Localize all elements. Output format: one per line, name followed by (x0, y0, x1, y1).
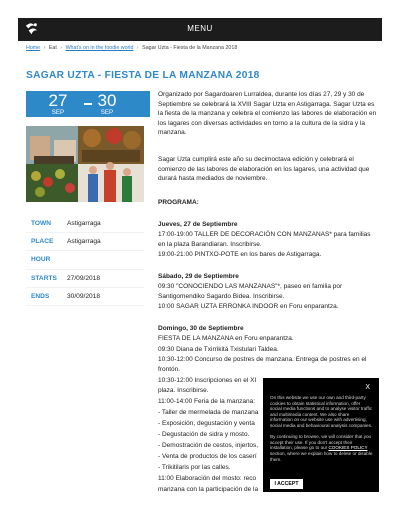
day2-heading: Sábado, 29 de Septiembre (158, 273, 239, 280)
breadcrumb-separator-icon: › (136, 45, 139, 51)
start-day: 27 (48, 91, 68, 110)
end-month: SEP (100, 108, 114, 116)
info-key: STARTS (31, 274, 57, 282)
day3-line: 11:00-14:00 Feria de la manzana: (158, 398, 256, 405)
day3-line: FIESTA DE LA MANZANA en Foru enparantza. (158, 335, 294, 342)
end-day: 30 (97, 91, 117, 110)
info-value: Astigarraga (67, 220, 101, 227)
cookies-policy-link[interactable]: COOKIES POLICY (328, 445, 368, 451)
day3-line: 10:30-12:00 Concurso de postres de manzana. Entrega de postres en el frontón. (158, 356, 367, 373)
page-title: SAGAR UZTA - FIESTA DE LA MANZANA 2018 (26, 70, 260, 81)
day2-line: 09:30 "CONOCIENDO LAS MANZANAS"*, paseo en familia por Santigomendiko Sagardo Bidea. Inscribirse. (158, 283, 343, 300)
start-month: SEP (51, 108, 65, 116)
day1-heading: Jueves, 27 de Septiembre (158, 221, 238, 228)
info-row-ends (26, 288, 144, 306)
intro-paragraph-1: Organizado por Sagardoaren Lurraldea, durante los días 27, 29 y 30 de Septiembre se celebrará la XVIII Sagar Uzta en Astigarraga. Sagar Uzta es la fiesta de la manzana y celebra el comienzo las labores de elaboración en los lagares con diversas actividades en torno a la cultura de la sidra y la manzana. (158, 91, 377, 136)
event-date-badge (26, 91, 150, 117)
info-value: 30/09/2018 (67, 292, 101, 300)
breadcrumb-separator-icon: › (60, 45, 63, 51)
cookie-text (270, 395, 373, 462)
day1-line: 17:00-19:00 TALLER DE DECORACIÓN CON MANZANAS* para familias en la plaza Barandiaran. Inscribirse. (158, 231, 371, 248)
breadcrumb-home-link[interactable]: Home (26, 45, 41, 51)
breadcrumb-eat[interactable]: Eat (48, 45, 57, 51)
close-icon[interactable]: X (365, 384, 370, 391)
day3-line: 10:30-12:00 Inscripciones en el XI (158, 377, 257, 384)
day3-line: manzana con la participación de la (158, 486, 259, 493)
breadcrumb-whats-on-link[interactable]: What's on in the foodie world (65, 45, 134, 51)
day3-heading: Domingo, 30 de Septiembre (158, 325, 244, 332)
info-row-town (26, 215, 144, 233)
event-photo[interactable] (26, 126, 144, 202)
program-heading: PROGRAMA: (158, 199, 199, 206)
day3-line: - Taller de mermelada de manzana (158, 409, 259, 416)
info-key: HOUR (31, 256, 51, 264)
info-key: TOWN (31, 220, 52, 227)
info-value: 27/09/2018 (67, 274, 101, 282)
breadcrumb-current: Sagar Uzta - Fiesta de la Manzana 2018 (142, 45, 238, 51)
info-key: PLACE (31, 238, 54, 246)
cookie-banner (263, 378, 379, 492)
menu-button[interactable]: MENU (187, 24, 213, 33)
day3-line: 11:00 Elaboración del mosto: reco (158, 475, 257, 482)
intro-paragraph-2: Sagar Uzta cumplirá este año su decimoctava edición y celebrará el comienzo de las labores de elaboración en los lagares, una actividad que durará hasta mediados de noviembre. (158, 156, 370, 182)
day3-line: - Trikitilaris por las calles. (158, 464, 231, 471)
breadcrumb-separator-icon: › (43, 45, 46, 51)
day3-line: plaza. Inscribirse. (158, 387, 209, 394)
breadcrumb (26, 45, 237, 51)
info-key: ENDS (31, 292, 50, 300)
info-row-place (26, 233, 144, 251)
accept-cookies-button[interactable]: I ACCEPT (270, 479, 303, 489)
cookie-text-2a: By continuing to browse, we will consider that you accept their use. If you don't accept their installation, please go to our (270, 434, 372, 451)
info-row-starts (26, 270, 144, 288)
info-value: Astigarraga (67, 238, 101, 246)
cookie-text-2b: section, where we explain how to delete or disable them. (270, 450, 373, 462)
day3-line: - Venta de productos de los caserí (158, 453, 257, 460)
day2-line: 10:00 SAGAR UZTA ERRONKA INDOOR en Foru enparantza. (158, 303, 339, 310)
info-row-hour (26, 251, 144, 269)
day3-line: - Degustación de sidra y mosto. (158, 431, 250, 438)
event-info-table (26, 215, 144, 306)
day1-line: 19:00-21:00 PINTXO-POTE en los bares de Astigarraga. (158, 251, 322, 258)
cookie-text-1: On this website we use our own and third-party cookies to obtain statistical information, offer social media functions and to analyse visitor traffic and multimedia content. We also share information on our website use with advertising, social media and behavioural analysis companies. (270, 395, 373, 428)
day3-line: 09:30 Diana de Txirrikitá Txistulari Taldea. (158, 346, 279, 353)
day3-line: - Exposición, degustación y venta (158, 420, 255, 427)
top-nav-bar (18, 18, 382, 41)
day3-line: - Demostración de cestos, injertos, (158, 442, 259, 449)
